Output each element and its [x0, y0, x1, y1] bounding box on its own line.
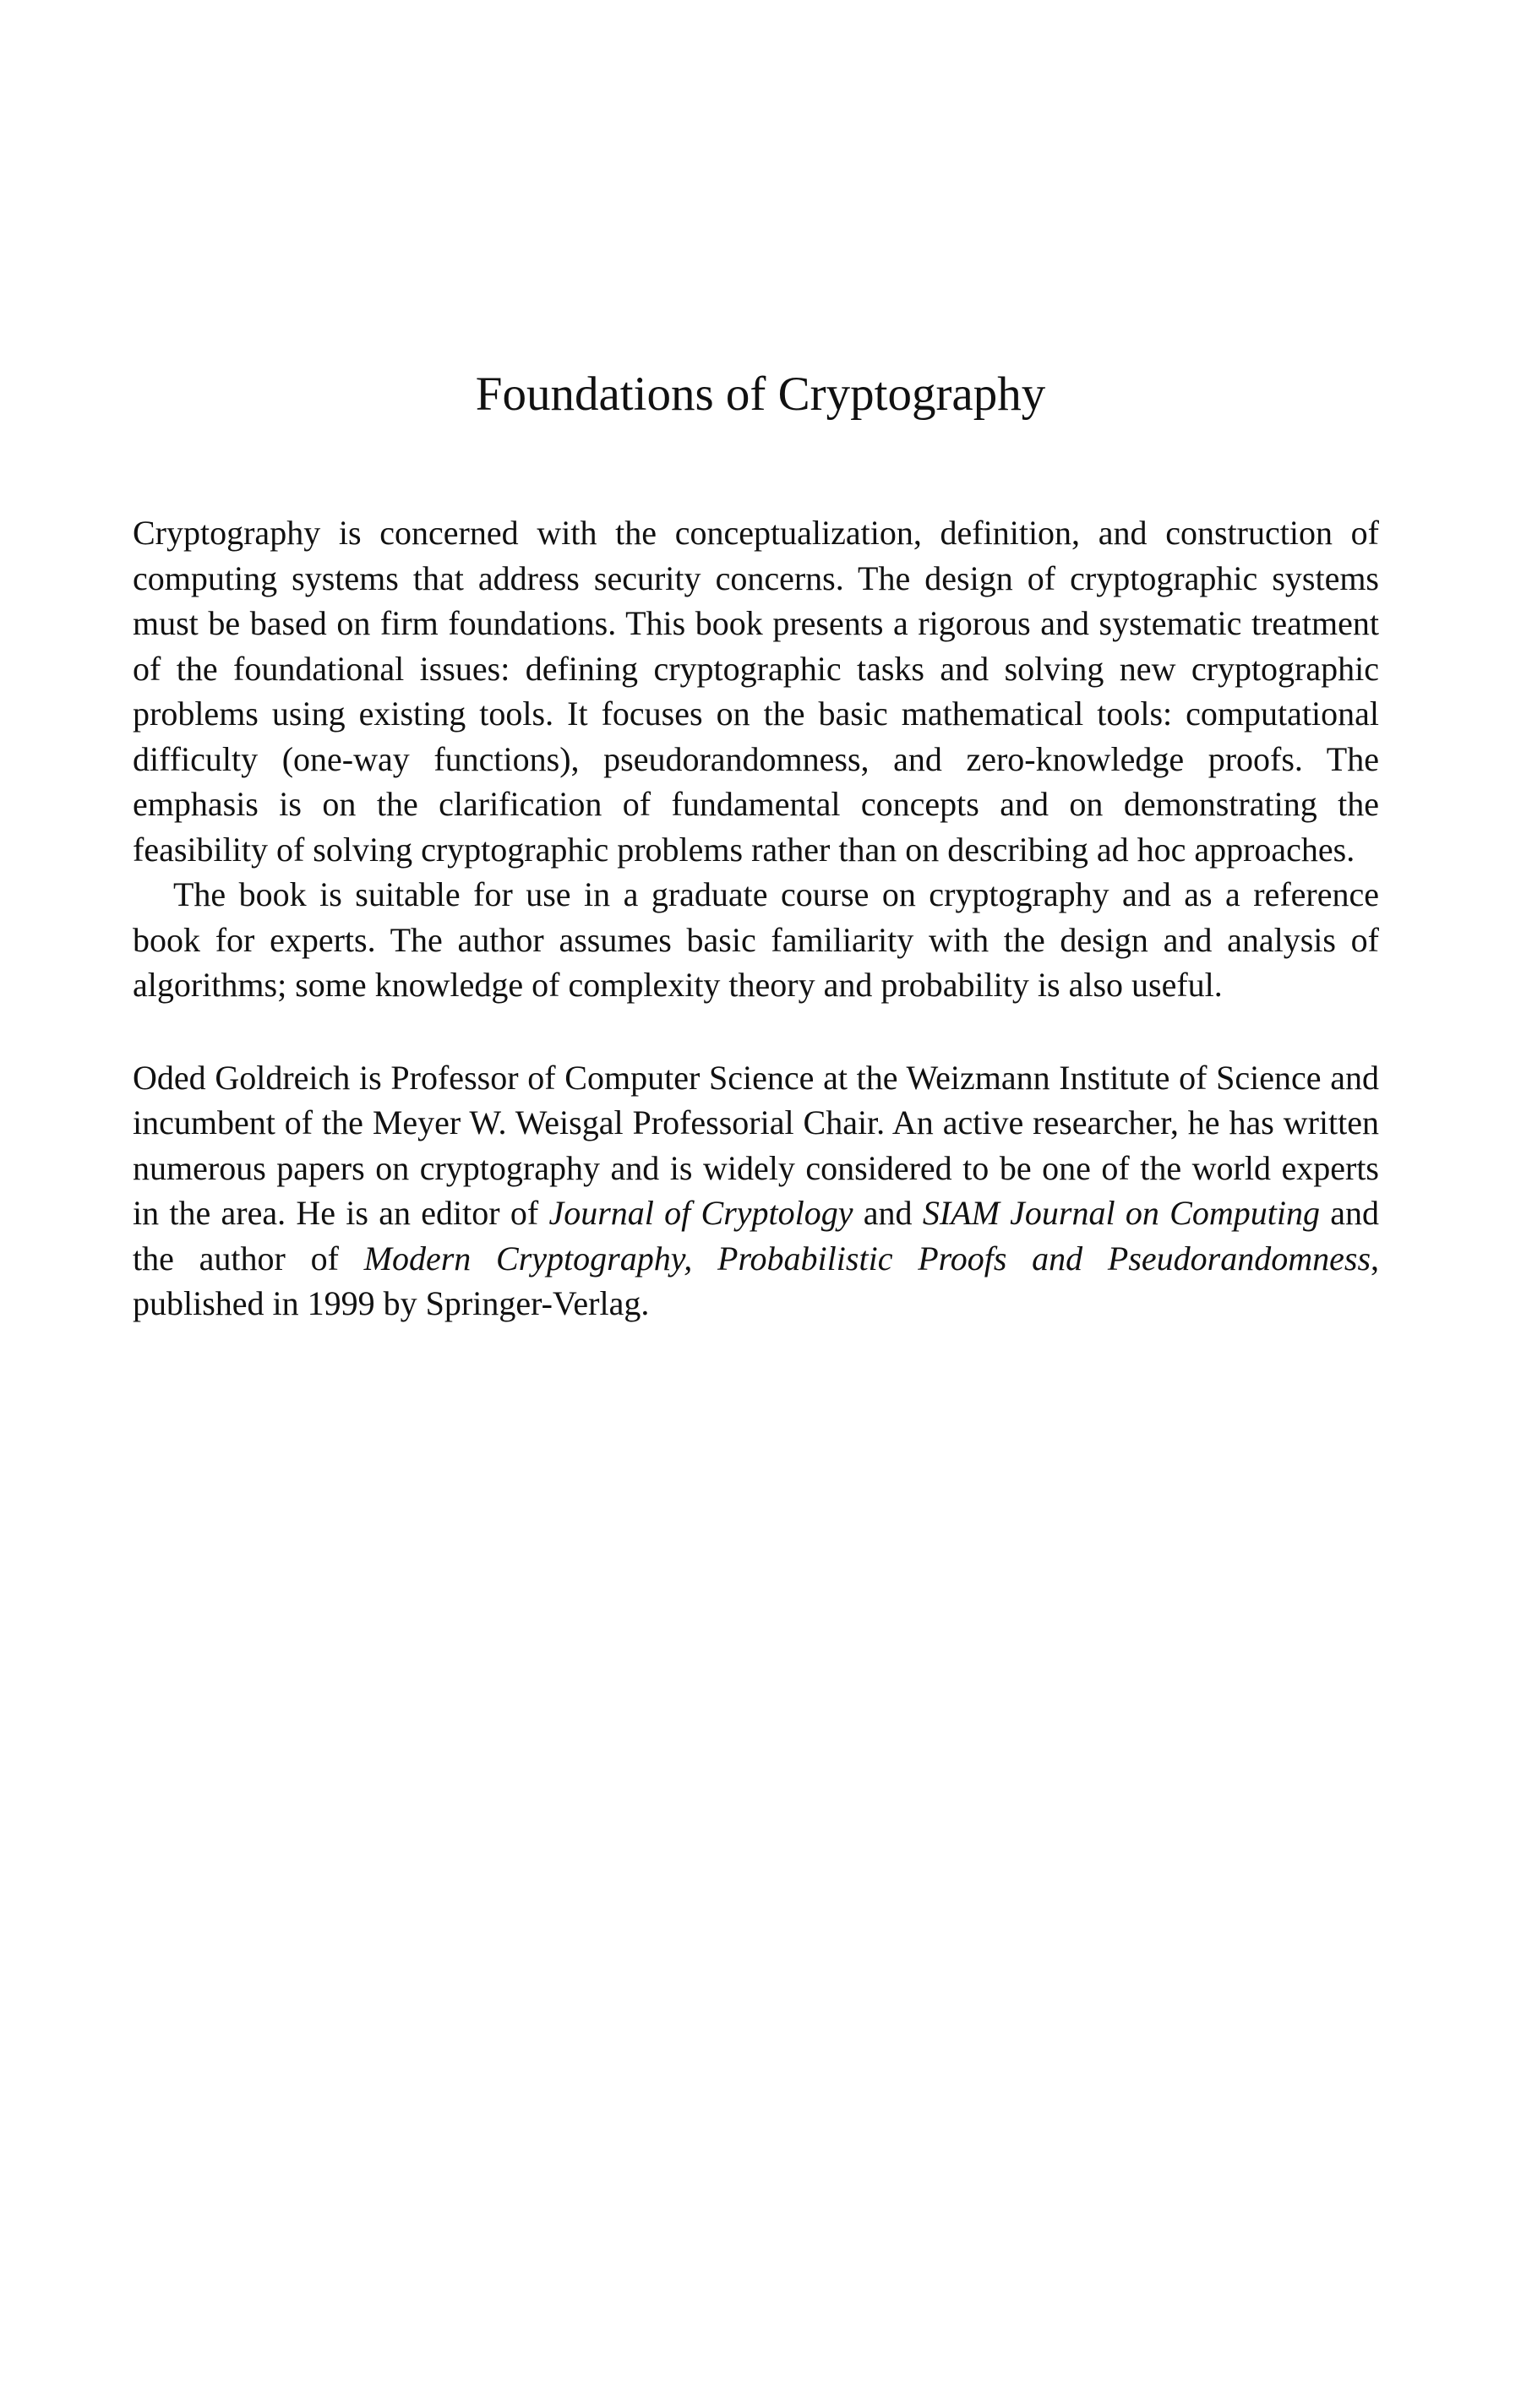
book-title: Modern Cryptography, Probabilistic Proofs and Pseudorandomness — [363, 1239, 1371, 1278]
author-bio-text-1: Oded Goldreich is Professor of Computer Science at the Weizmann Institute of Science and incumbent of the Meyer W. Weisgal Professorial Chair. An active researcher, he has written numerous papers on cryptography and is widely considered to be one of the world experts in the area. He is an editor of — [133, 1058, 1379, 1232]
description-paragraph-2: The book is suitable for use in a graduate course on cryptography and as a reference book for experts. The author assumes basic familiarity with the design and analysis of algorithms; some knowledge of complexity theory and probability is also useful. — [133, 875, 1379, 1004]
body-text — [133, 510, 1379, 1327]
description-paragraph-1: Cryptography is concerned with the conceptualization, definition, and construction of computing systems that address security concerns. The design of cryptographic systems must be based on firm foundations. This book presents a rigorous and systematic treatment of the foundational issues: defining cryptographic tasks and solving new cryptographic problems using existing tools. It focuses on the basic mathematical tools: computational difficulty (one-way functions), pseudorandomness, and zero-knowledge proofs. The emphasis is on the clarification of fundamental concepts and on demonstrating the feasibility of solving cryptographic problems rather than on describing ad hoc approaches. — [133, 514, 1379, 869]
author-bio-text-2: and — [853, 1194, 923, 1232]
author-bio — [133, 1055, 1379, 1327]
journal-title-1: Journal of Cryptology — [548, 1194, 853, 1232]
author-bio-text-3: and the author of — [133, 1194, 1379, 1278]
author-bio-text-4: , published in 1999 by Springer-Verlag. — [133, 1239, 1380, 1322]
page-title: Foundations of Cryptography — [475, 368, 1046, 421]
journal-title-2: SIAM Journal on Computing — [922, 1194, 1320, 1232]
